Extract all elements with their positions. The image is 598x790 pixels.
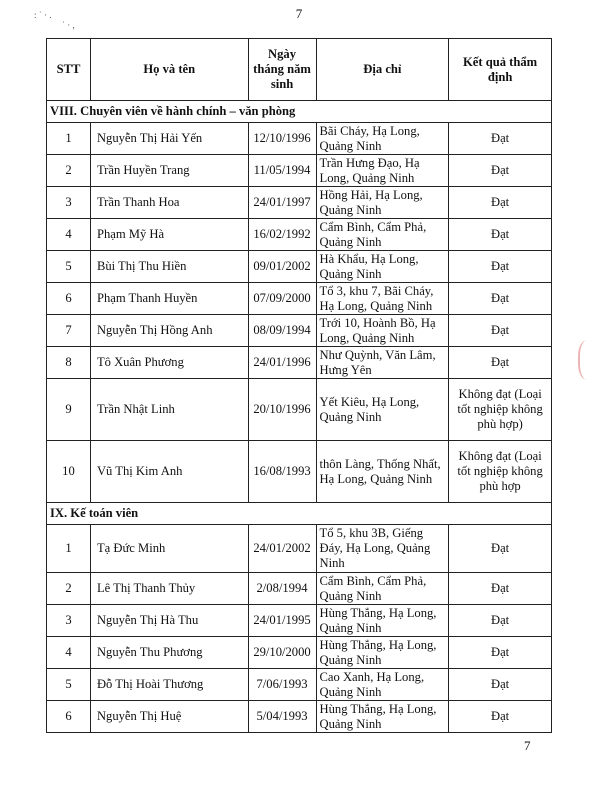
cell-address: Bãi Cháy, Hạ Long, Quảng Ninh xyxy=(316,123,449,155)
cell-address: Trần Hưng Đạo, Hạ Long, Quảng Ninh xyxy=(316,155,449,187)
cell-result: Đạt xyxy=(449,219,552,251)
section-header-row xyxy=(47,503,552,525)
cell-stt: 2 xyxy=(47,573,91,605)
header-stt: STT xyxy=(47,39,91,101)
cell-result: Đạt xyxy=(449,187,552,219)
cell-result: Đạt xyxy=(449,315,552,347)
cell-dob: 5/04/1993 xyxy=(248,701,316,733)
cell-stt: 1 xyxy=(47,123,91,155)
cell-name: Tô Xuân Phương xyxy=(90,347,248,379)
table-row xyxy=(47,669,552,701)
table-row xyxy=(47,283,552,315)
cell-result: Không đạt (Loại tốt nghiệp không phù hợp xyxy=(449,441,552,503)
cell-result: Đạt xyxy=(449,701,552,733)
cell-name: Vũ Thị Kim Anh xyxy=(90,441,248,503)
cell-address: Hùng Thắng, Hạ Long, Quảng Ninh xyxy=(316,637,449,669)
table-row xyxy=(47,525,552,573)
section-title: IX. Kế toán viên xyxy=(47,503,552,525)
cell-name: Tạ Đức Minh xyxy=(90,525,248,573)
cell-dob: 08/09/1994 xyxy=(248,315,316,347)
cell-name: Đỗ Thị Hoài Thương xyxy=(90,669,248,701)
cell-name: Phạm Mỹ Hà xyxy=(90,219,248,251)
cell-result: Đạt xyxy=(449,573,552,605)
table-row xyxy=(47,251,552,283)
cell-stt: 3 xyxy=(47,605,91,637)
cell-name: Nguyễn Thị Hải Yến xyxy=(90,123,248,155)
cell-name: Trần Huyền Trang xyxy=(90,155,248,187)
table-row xyxy=(47,347,552,379)
table-row xyxy=(47,315,552,347)
cell-name: Trần Thanh Hoa xyxy=(90,187,248,219)
cell-dob: 16/02/1992 xyxy=(248,219,316,251)
table-row xyxy=(47,441,552,503)
cell-dob: 24/01/2002 xyxy=(248,525,316,573)
header-address: Địa chỉ xyxy=(316,39,449,101)
header-dob: Ngày tháng năm sinh xyxy=(248,39,316,101)
cell-stt: 5 xyxy=(47,251,91,283)
cell-address: Hà Khẩu, Hạ Long, Quảng Ninh xyxy=(316,251,449,283)
table-row xyxy=(47,379,552,441)
scan-speck: ˙ · , xyxy=(62,20,75,30)
cell-stt: 1 xyxy=(47,525,91,573)
cell-stt: 10 xyxy=(47,441,91,503)
table-row xyxy=(47,155,552,187)
cell-name: Nguyễn Thị Hồng Anh xyxy=(90,315,248,347)
table-row xyxy=(47,701,552,733)
cell-name: Phạm Thanh Huyền xyxy=(90,283,248,315)
cell-address: Cẩm Bình, Cẩm Phả, Quảng Ninh xyxy=(316,219,449,251)
scan-speck: : ˙ · . xyxy=(34,10,52,20)
cell-dob: 29/10/2000 xyxy=(248,637,316,669)
cell-stt: 3 xyxy=(47,187,91,219)
table-header-row xyxy=(47,39,552,101)
cell-address: Cao Xanh, Hạ Long, Quảng Ninh xyxy=(316,669,449,701)
cell-result: Không đạt (Loại tốt nghiệp không phù hợp) xyxy=(449,379,552,441)
cell-address: Hồng Hải, Hạ Long, Quảng Ninh xyxy=(316,187,449,219)
cell-dob: 24/01/1995 xyxy=(248,605,316,637)
table-row xyxy=(47,637,552,669)
cell-address: Tổ 3, khu 7, Bãi Cháy, Hạ Long, Quảng Ninh xyxy=(316,283,449,315)
cell-stt: 9 xyxy=(47,379,91,441)
table-row xyxy=(47,573,552,605)
header-name: Họ và tên xyxy=(90,39,248,101)
cell-dob: 16/08/1993 xyxy=(248,441,316,503)
cell-name: Nguyễn Thị Huệ xyxy=(90,701,248,733)
cell-address: Trới 10, Hoành Bồ, Hạ Long, Quảng Ninh xyxy=(316,315,449,347)
table-body xyxy=(47,101,552,733)
cell-dob: 24/01/1996 xyxy=(248,347,316,379)
cell-result: Đạt xyxy=(449,605,552,637)
cell-result: Đạt xyxy=(449,283,552,315)
cell-dob: 2/08/1994 xyxy=(248,573,316,605)
cell-address: Như Quỳnh, Văn Lâm, Hưng Yên xyxy=(316,347,449,379)
cell-address: thôn Làng, Thống Nhất, Hạ Long, Quảng Ninh xyxy=(316,441,449,503)
stamp-edge xyxy=(578,340,598,380)
section-header-row xyxy=(47,101,552,123)
cell-stt: 4 xyxy=(47,219,91,251)
cell-result: Đạt xyxy=(449,669,552,701)
cell-stt: 6 xyxy=(47,283,91,315)
cell-stt: 7 xyxy=(47,315,91,347)
table-row xyxy=(47,219,552,251)
page-number-bottom: 7 xyxy=(524,738,531,753)
cell-address: Tổ 5, khu 3B, Giếng Đáy, Hạ Long, Quảng Ninh xyxy=(316,525,449,573)
cell-dob: 12/10/1996 xyxy=(248,123,316,155)
cell-stt: 5 xyxy=(47,669,91,701)
cell-address: Hùng Thắng, Hạ Long, Quảng Ninh xyxy=(316,605,449,637)
table-row xyxy=(47,123,552,155)
cell-dob: 07/09/2000 xyxy=(248,283,316,315)
cell-dob: 11/05/1994 xyxy=(248,155,316,187)
cell-name: Trần Nhật Linh xyxy=(90,379,248,441)
cell-result: Đạt xyxy=(449,251,552,283)
cell-address: Hùng Thắng, Hạ Long, Quảng Ninh xyxy=(316,701,449,733)
header-result: Kết quả thẩm định xyxy=(449,39,552,101)
cell-name: Lê Thị Thanh Thủy xyxy=(90,573,248,605)
cell-result: Đạt xyxy=(449,525,552,573)
cell-result: Đạt xyxy=(449,123,552,155)
cell-name: Nguyễn Thu Phương xyxy=(90,637,248,669)
cell-dob: 24/01/1997 xyxy=(248,187,316,219)
cell-dob: 09/01/2002 xyxy=(248,251,316,283)
cell-address: Cẩm Bình, Cẩm Phả, Quảng Ninh xyxy=(316,573,449,605)
cell-address: Yết Kiêu, Hạ Long, Quảng Ninh xyxy=(316,379,449,441)
cell-result: Đạt xyxy=(449,155,552,187)
cell-name: Bùi Thị Thu Hiền xyxy=(90,251,248,283)
cell-result: Đạt xyxy=(449,637,552,669)
table-row xyxy=(47,605,552,637)
section-title: VIII. Chuyên viên về hành chính – văn phòng xyxy=(47,101,552,123)
cell-dob: 20/10/1996 xyxy=(248,379,316,441)
cell-name: Nguyễn Thị Hà Thu xyxy=(90,605,248,637)
page-number-top: 7 xyxy=(295,6,303,21)
cell-stt: 6 xyxy=(47,701,91,733)
cell-stt: 2 xyxy=(47,155,91,187)
results-table xyxy=(46,38,552,733)
cell-result: Đạt xyxy=(449,347,552,379)
table-row xyxy=(47,187,552,219)
cell-dob: 7/06/1993 xyxy=(248,669,316,701)
cell-stt: 4 xyxy=(47,637,91,669)
cell-stt: 8 xyxy=(47,347,91,379)
